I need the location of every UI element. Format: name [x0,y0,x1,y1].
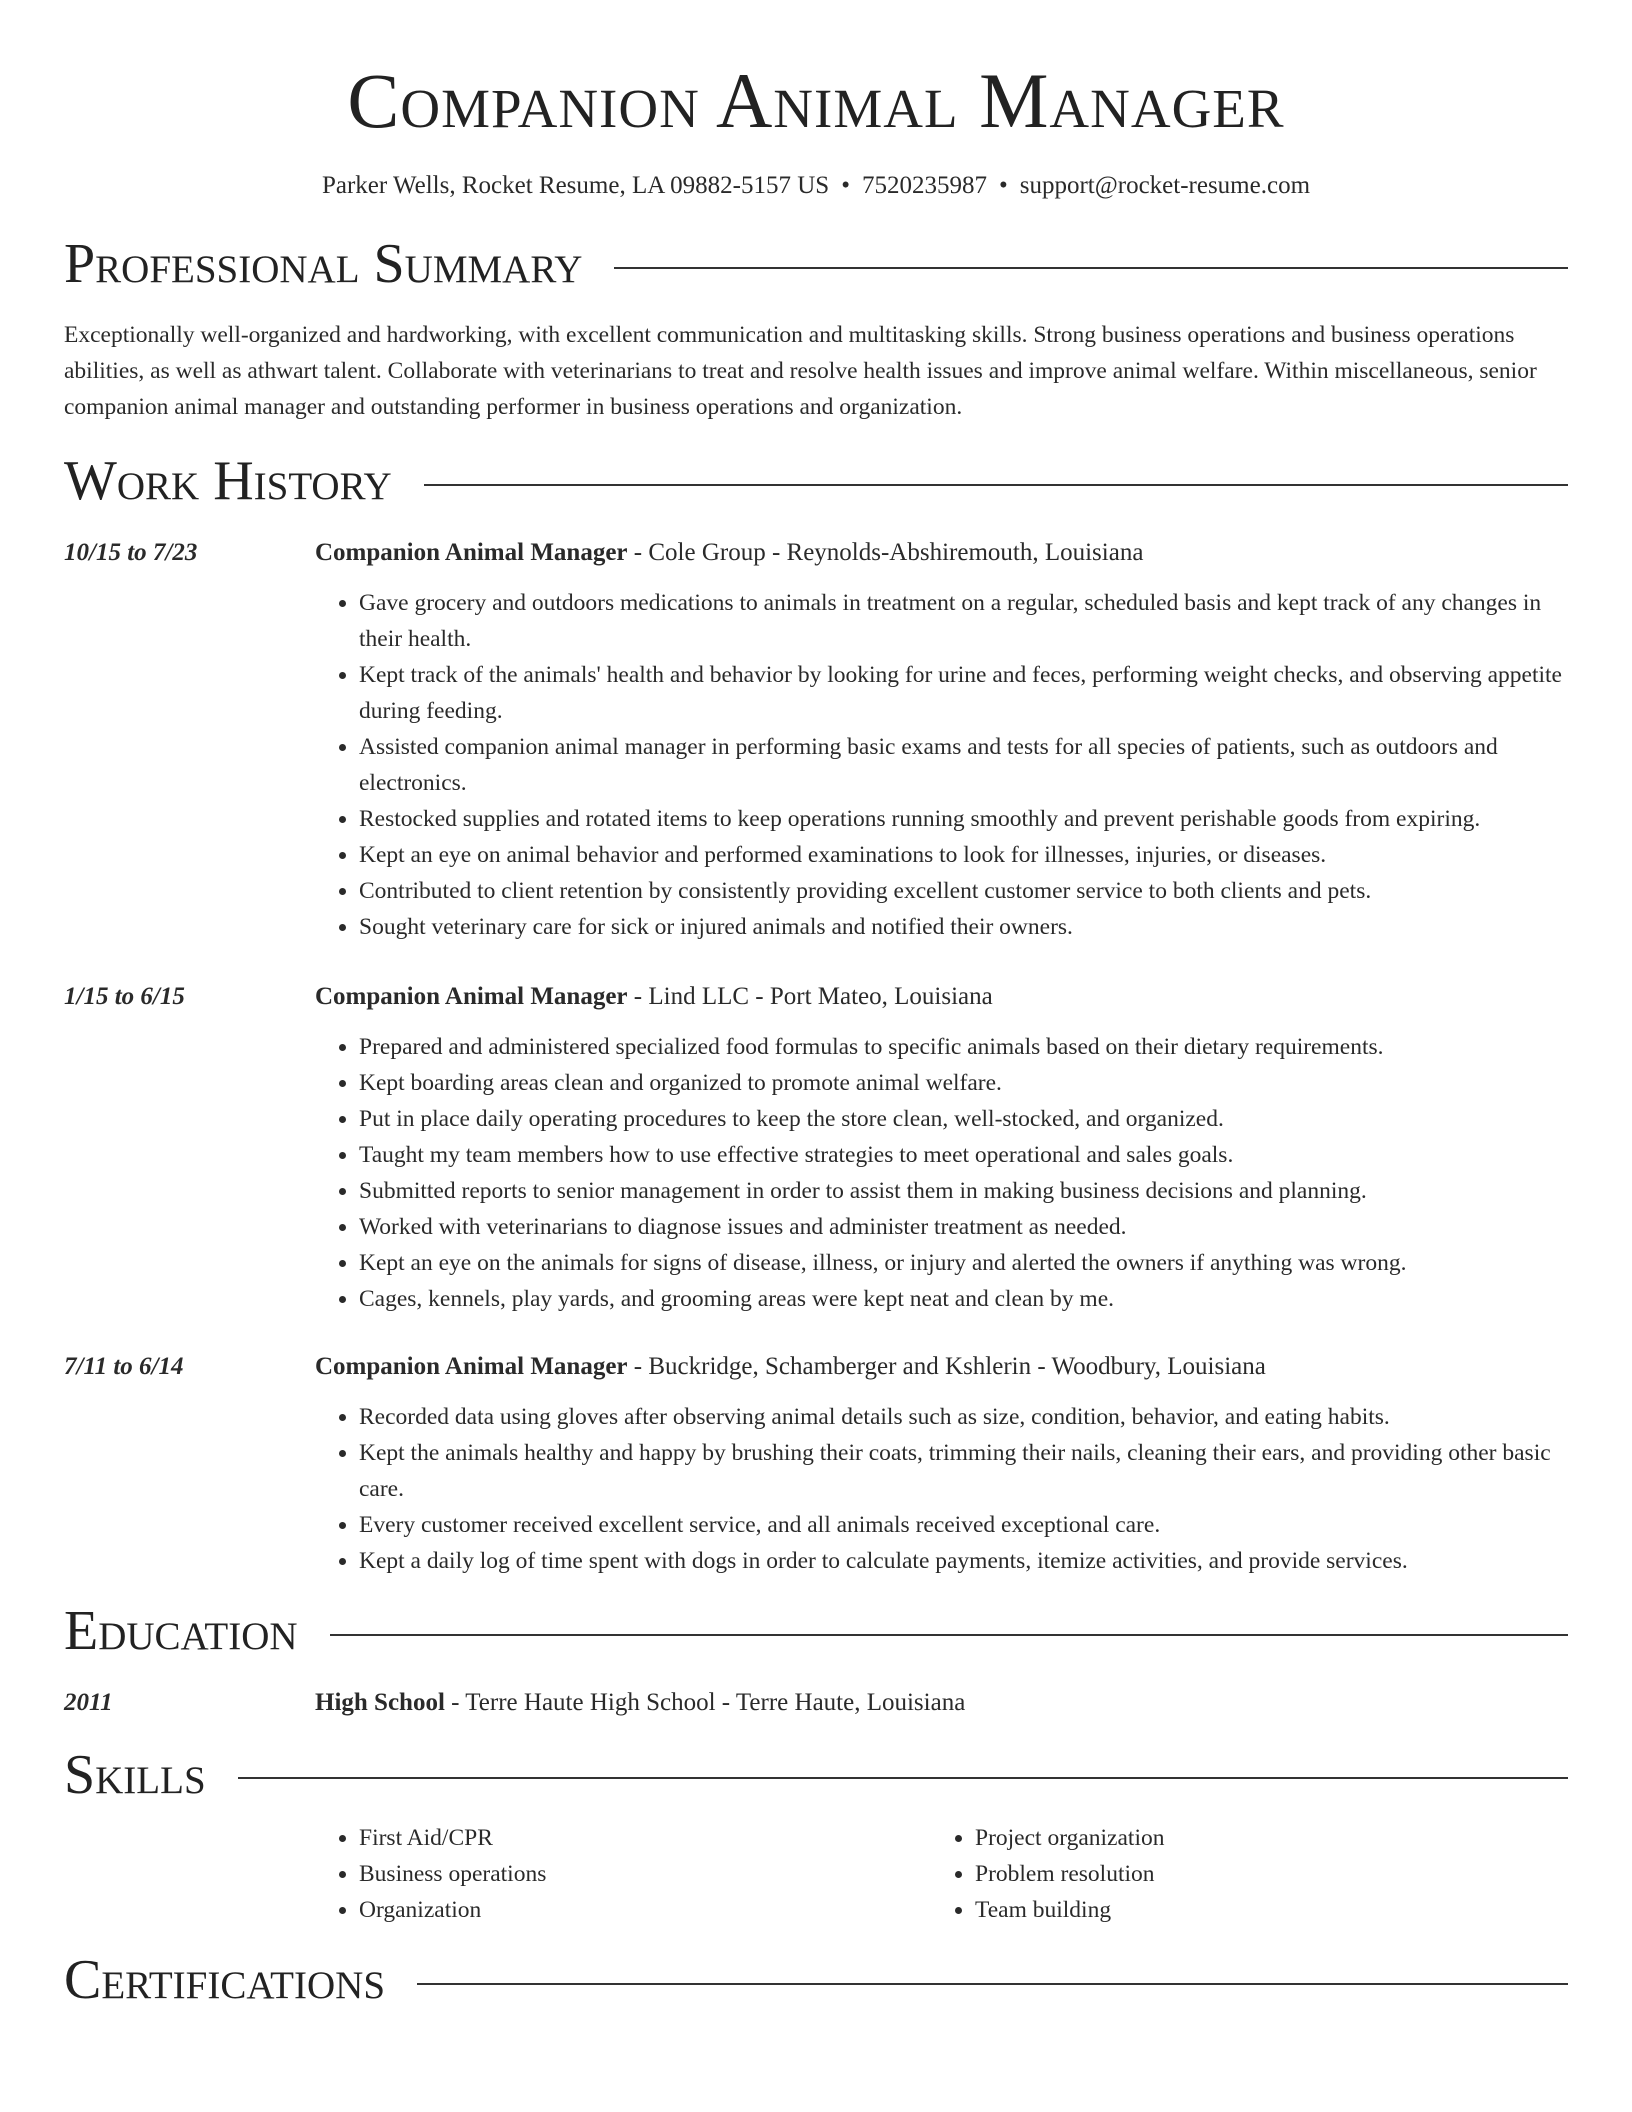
duty-item: • Kept an eye on animal behavior and performed examinations to look for illnesses, injuries, or diseases. [359,837,1568,873]
section-divider [330,1634,1568,1636]
section-divider [238,1777,1568,1779]
summary-heading: Professional Summary [64,232,583,295]
summary-text: Exceptionally well-organized and hardworking, with excellent communication and multitasking skills. Strong business operations and business operations abilities, as well as athwart talent. Collaborate with veterinarians to treat and resolve health issues and improve animal welfare. Within miscellaneous, senior companion animal manager and outstanding performer in business operations and organization. [64,322,1537,421]
education-heading: Education [64,1599,298,1662]
job-employer: - Buckridge, Schamberger and Kshlerin - Woodbury, Louisiana [627,1352,1266,1380]
duty-item: • Put in place daily operating procedures to keep the store clean, well-stocked, and organized. [359,1101,1568,1137]
contact-separator: • [998,171,1008,199]
duty-item: • Cages, kennels, play yards, and grooming areas were kept neat and clean by me. [359,1281,1568,1317]
job-title: Companion Animal Manager [315,538,628,566]
job-dates: 10/15 to 7/23 [64,538,198,566]
job-details [315,1349,1568,1579]
duty-item: • Kept an eye on the animals for signs of disease, illness, or injury and alerted the owners if anything was wrong. [359,1245,1568,1281]
skill-item: • Problem resolution [975,1856,1547,1892]
duty-item: • Kept the animals healthy and happy by brushing their coats, trimming their nails, cleaning their ears, and providing other basic care. [359,1435,1568,1507]
work-history-section [64,451,1568,1579]
education-heading-line [315,1685,1568,1721]
education-school: - Terre Haute High School - Terre Haute, Louisiana [444,1688,966,1716]
job-dates: 1/15 to 6/15 [64,982,185,1010]
job-dates: 7/11 to 6/14 [64,1352,184,1380]
summary-section [64,234,1568,426]
duty-item: • Restocked supplies and rotated items to keep operations running smoothly and prevent perishable goods from expiring. [359,801,1568,837]
education-entry [64,1685,1568,1721]
skill-item: • Organization [359,1892,931,1928]
duty-item: • Every customer received excellent service, and all animals received exceptional care. [359,1507,1568,1543]
page-title: Companion Animal Manager [347,57,1285,144]
skills-heading: Skills [64,1743,206,1806]
duty-item: • Contributed to client retention by consistently providing excellent customer service to both clients and pets. [359,873,1568,909]
certifications-section [64,1950,1568,2012]
job-details [315,979,1568,1317]
education-degree: High School [315,1688,445,1716]
contact-separator: • [841,171,850,199]
duty-item: • Worked with veterinarians to diagnose issues and administer treatment as needed. [359,1209,1568,1245]
skills-column-right [931,1820,1547,1928]
duty-item: • Kept track of the animals' health and behavior by looking for urine and feces, performing weight checks, and observing appetite during feeding. [359,657,1568,729]
duty-item: • Assisted companion animal manager in performing basic exams and tests for all species of patients, such as outdoors and electronics. [359,729,1568,801]
education-year: 2011 [64,1688,113,1716]
contact-email: support@rocket-resume.com [1019,171,1311,199]
job-title: Companion Animal Manager [315,982,628,1010]
job-title: Companion Animal Manager [315,1352,628,1380]
section-divider [614,267,1568,269]
job-employer: - Lind LLC - Port Mateo, Louisiana [627,982,993,1010]
skill-item: • Project organization [975,1820,1547,1856]
section-header [64,1950,1568,2012]
duty-item: • Gave grocery and outdoors medications to animals in treatment on a regular, scheduled basis and kept track of any changes in their health. [359,585,1568,657]
job-duties [315,585,1568,945]
education-section [64,1601,1568,1721]
section-divider [417,1983,1568,1985]
skill-item: • Business operations [359,1856,931,1892]
skill-item: • Team building [975,1892,1547,1928]
skills-section [64,1745,1568,1929]
section-header [64,234,1568,296]
duty-item: • Recorded data using gloves after observing animal details such as size, condition, behavior, and eating habits. [359,1399,1568,1435]
job-heading [315,535,1568,571]
section-header [64,1745,1568,1807]
section-header [64,1601,1568,1663]
contact-line [64,172,1568,200]
job-entry [64,535,1568,945]
section-divider [424,484,1568,486]
certifications-heading: Certifications [64,1949,386,2012]
job-employer: - Cole Group - Reynolds-Abshiremouth, Louisiana [627,538,1144,566]
skill-item: • First Aid/CPR [359,1820,931,1856]
job-heading [315,979,1568,1015]
contact-phone: 7520235987 [861,171,987,199]
contact-address: Parker Wells, Rocket Resume, LA 09882-5157 US [321,171,830,199]
duty-item: • Taught my team members how to use effective strategies to meet operational and sales goals. [359,1137,1568,1173]
job-details [315,535,1568,945]
duty-item: • Kept a daily log of time spent with dogs in order to calculate payments, itemize activities, and provide services. [359,1543,1568,1579]
job-duties [315,1029,1568,1317]
section-header [64,451,1568,513]
work-history-heading: Work History [64,450,392,513]
duty-item: • Submitted reports to senior management in order to assist them in making business decisions and planning. [359,1173,1568,1209]
duty-item: • Sought veterinary care for sick or injured animals and notified their owners. [359,909,1568,945]
job-entry [64,979,1568,1317]
skills-list [315,1820,1568,1928]
job-heading [315,1349,1568,1385]
job-entry [64,1349,1568,1579]
duty-item: • Prepared and administered specialized food formulas to specific animals based on their dietary requirements. [359,1029,1568,1065]
skills-column-left [315,1820,931,1928]
job-duties [315,1399,1568,1579]
duty-item: • Kept boarding areas clean and organized to promote animal welfare. [359,1065,1568,1101]
education-details [315,1685,1568,1721]
